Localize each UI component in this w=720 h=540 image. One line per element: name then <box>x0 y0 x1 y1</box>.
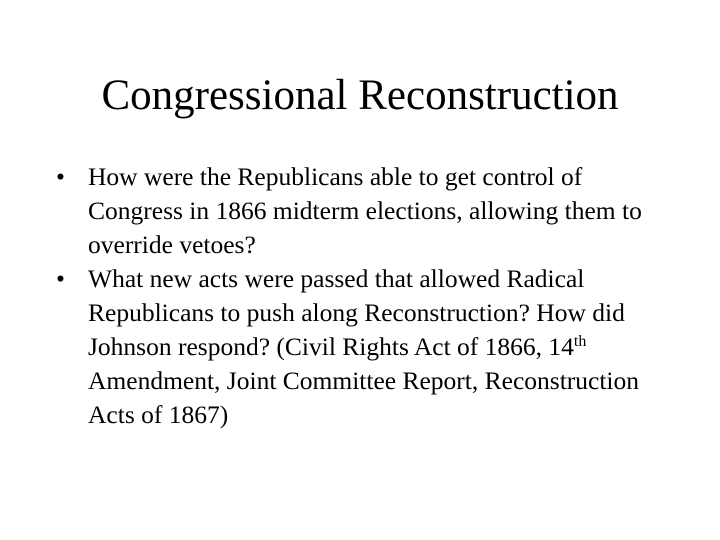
bullet-marker: • <box>56 162 65 191</box>
bullet-list <box>56 160 666 432</box>
bullet-item <box>56 262 666 432</box>
slide-title: Congressional Reconstruction <box>101 72 619 119</box>
bullet-item <box>56 160 666 262</box>
bullet-text <box>88 264 639 429</box>
bullet-text-segment: Amendment, Joint Committee Report, Reconstruction Acts of 1867) <box>88 366 640 429</box>
bullet-text-segment: What new acts were passed that allowed Radical Republicans to push along Reconstruction? How did Johnson respond? (Civil Rights Act of 1866, 14 <box>88 264 625 361</box>
bullet-superscript: th <box>573 333 587 350</box>
bullet-text-segment: How were the Republicans able to get control of Congress in 1866 midterm elections, allowing them to override vetoes? <box>88 162 642 259</box>
bullet-text <box>88 162 642 259</box>
bullet-marker: • <box>56 264 65 293</box>
